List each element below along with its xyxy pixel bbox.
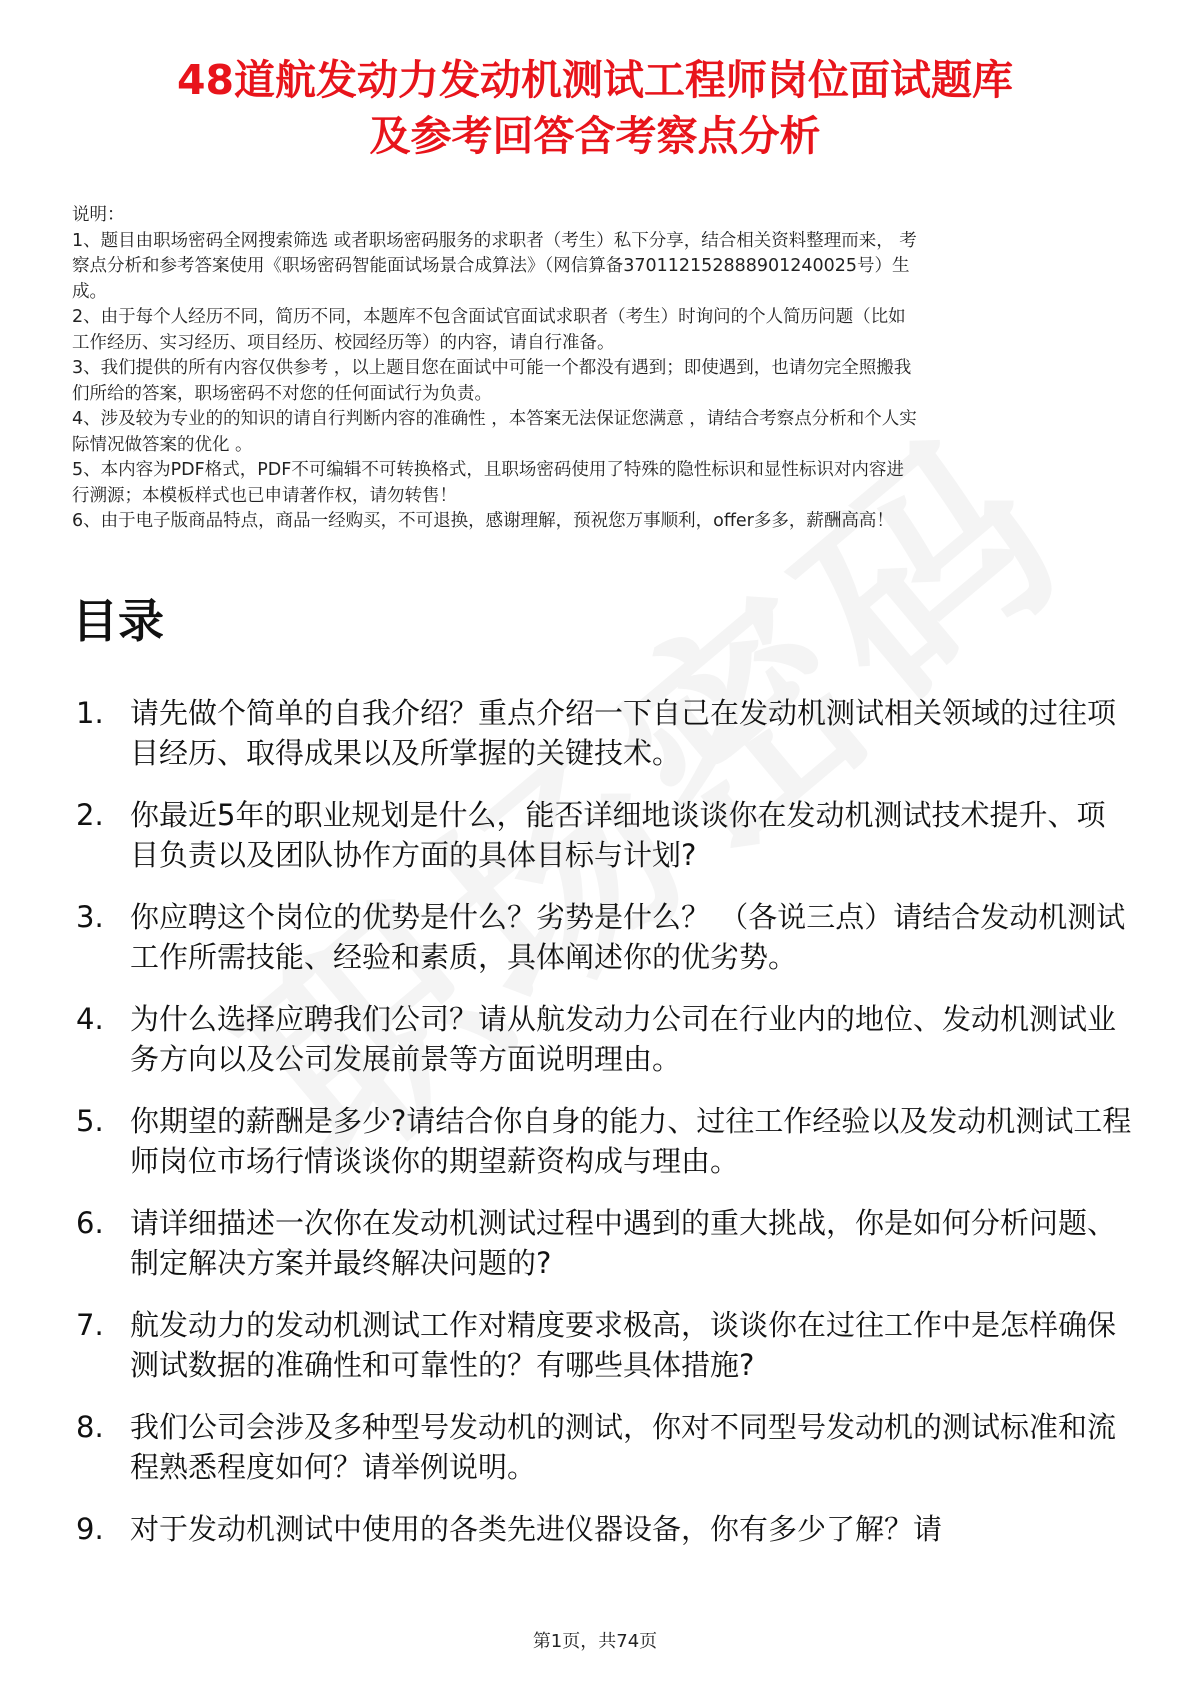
toc-item[interactable] — [72, 1101, 1132, 1181]
title-line-2: 及参考回答含考察点分析 — [369, 112, 821, 160]
toc-item-text: 请详细描述一次你在发动机测试过程中遇到的重大挑战，你是如何分析问题、制定解决方案并最终解决问题的? — [130, 1206, 1117, 1280]
toc-item-text: 为什么选择应聘我们公司？请从航发动力公司在行业内的地位、发动机测试业务方向以及公司发展前景等方面说明理由。 — [130, 1002, 1117, 1076]
toc-item[interactable] — [72, 897, 1132, 977]
notes-line: 们所给的答案，职场密码不对您的任何面试行为负责。 — [72, 383, 492, 404]
toc-item-text: 对于发动机测试中使用的各类先进仪器设备，你有多少了解？请 — [130, 1512, 943, 1546]
toc-item-text: 请先做个简单的自我介绍？重点介绍一下自己在发动机测试相关领域的过往项目经历、取得成果以及所掌握的关键技术。 — [130, 696, 1117, 770]
toc-item[interactable] — [72, 999, 1132, 1079]
document-title — [40, 52, 1150, 164]
toc-list — [72, 693, 1132, 1571]
toc-item-text: 你期望的薪酬是多少?请结合你自身的能力、过往工作经验以及发动机测试工程师岗位市场行情谈谈你的期望薪资构成与理由。 — [130, 1104, 1132, 1178]
toc-item-number: 3. — [76, 900, 104, 934]
toc-item-text: 你最近5年的职业规划是什么，能否详细地谈谈你在发动机测试技术提升、项目负责以及团队协作方面的具体目标与计划? — [130, 798, 1106, 872]
notes-line: 4、涉及较为专业的的知识的请自行判断内容的准确性 ，本答案无法保证您满意 ，请结合考察点分析和个人实 — [72, 409, 917, 429]
toc-item-text: 我们公司会涉及多种型号发动机的测试，你对不同型号发动机的测试标准和流程熟悉程度如何？请举例说明。 — [130, 1410, 1117, 1484]
toc-item-number: 2. — [76, 798, 104, 832]
notes-heading: 说明： — [72, 205, 125, 225]
notes-line: 3、我们提供的所有内容仅供参考 ，以上题目您在面试中可能一个都没有遇到；即使遇到，也请勿完全照搬我 — [72, 358, 912, 378]
toc-item-number: 8. — [76, 1410, 104, 1444]
toc-item[interactable] — [72, 1203, 1132, 1283]
notes-line: 行溯源；本模板样式也已申请著作权，请勿转售！ — [72, 485, 457, 506]
notes-line: 5、本内容为PDF格式，PDF不可编辑不可转换格式，且职场密码使用了特殊的隐性标识和显性标识对内容进 — [72, 460, 904, 480]
notes-section — [72, 203, 1122, 535]
toc-item[interactable] — [72, 1407, 1132, 1487]
notes-line: 成。 — [72, 281, 107, 302]
toc-item-number: 5. — [76, 1104, 104, 1138]
toc-item-number: 6. — [76, 1206, 104, 1240]
notes-line: 工作经历、实习经历、项目经历、校园经历等）的内容，请自行准备。 — [72, 332, 615, 353]
toc-item-number: 9. — [76, 1512, 104, 1546]
toc-item-number: 1. — [76, 696, 104, 730]
title-line-1: 48道航发动力发动机测试工程师岗位面试题库 — [176, 56, 1014, 104]
toc-item[interactable] — [72, 795, 1132, 875]
toc-item[interactable] — [72, 693, 1132, 773]
toc-item-number: 4. — [76, 1002, 104, 1036]
notes-line: 6、由于电子版商品特点，商品一经购买，不可退换，感谢理解，预祝您万事顺利，offer多多，薪酬高高！ — [72, 511, 894, 531]
notes-line: 2、由于每个人经历不同，简历不同，本题库不包含面试官面试求职者（考生）时询问的个人简历问题（比如 — [72, 307, 906, 327]
toc-item-text: 你应聘这个岗位的优势是什么？劣势是什么？ （各说三点）请结合发动机测试工作所需技能、经验和素质，具体阐述你的优劣势。 — [130, 900, 1126, 974]
notes-line: 察点分析和参考答案使用《职场密码智能面试场景合成算法》（网信算备370112152888901240025号）生 — [72, 256, 910, 276]
toc-heading: 目录 — [72, 594, 164, 648]
toc-item[interactable] — [72, 1305, 1132, 1385]
toc-item[interactable] — [72, 1509, 1132, 1549]
toc-item-text: 航发动力的发动机测试工作对精度要求极高，谈谈你在过往工作中是怎样确保测试数据的准确性和可靠性的？有哪些具体措施? — [130, 1308, 1117, 1382]
notes-line: 1、题目由职场密码全网搜索筛选 或者职场密码服务的求职者（考生）私下分享，结合相关资料整理而来， 考 — [72, 230, 917, 251]
page-footer: 第1页，共74页 — [532, 1631, 658, 1652]
toc-item-number: 7. — [76, 1308, 104, 1342]
notes-line: 际情况做答案的优化 。 — [72, 434, 253, 455]
